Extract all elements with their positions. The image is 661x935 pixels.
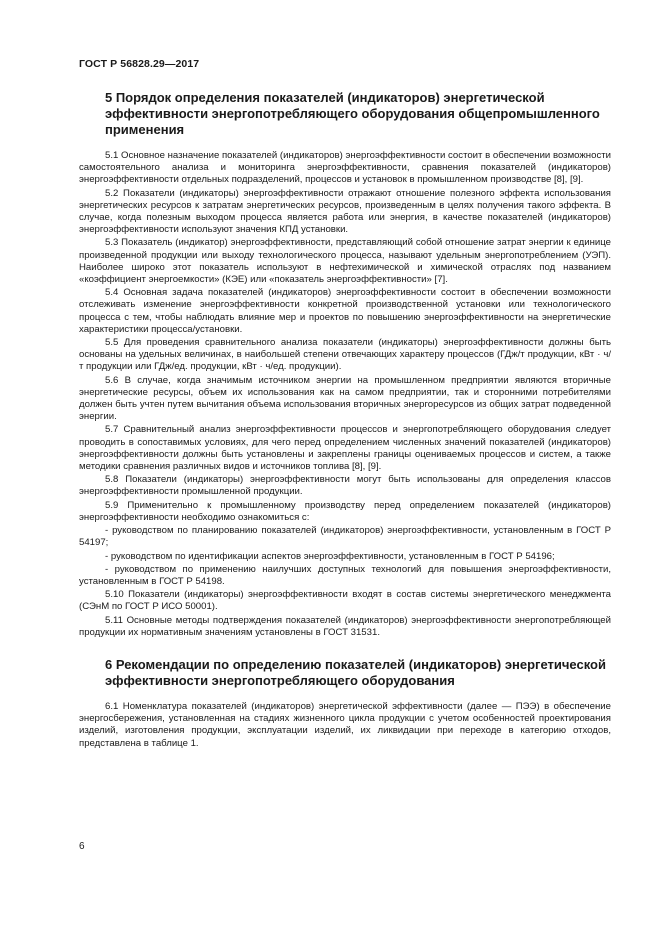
section-6 (79, 657, 611, 750)
paragraph-5-4: 5.4 Основная задача показателей (индикаторов) энергоэффективности состоит в обеспечении возможности отслеживать изменение энергоэффективности конкретной производственной установки или технологического процесса с тем, чтобы наблюдать влияние мер и проектов по повышению энергоэффективности на энергетические характеристики процесса/установки. (79, 287, 611, 335)
paragraph-5-5: 5.5 Для проведения сравнительного анализа показатели (индикаторы) энергоэффективности должны быть основаны на удельных величинах, в наибольшей степени отвечающих характеру процессов (ГДж/т продукции, кВт · ч/т продукции или ГДж/ед. продукции, кВт · ч/ед. продукции). (79, 337, 611, 373)
document-body (79, 90, 611, 768)
section-6-title: 6 Рекомендации по определению показателей (индикаторов) энергетической эффективности энергопотребляющего оборудования (105, 656, 606, 688)
paragraph-6-1: 6.1 Номенклатура показателей (индикаторов) энергетической эффективности (далее — ПЭЭ) в обеспечение энергосбережения, установленная на стадиях жизненного цикла продукции с учетом особенностей проектирования изделий, изготовления продукции, эксплуатации изделий, их ликвидации при переходе в категорию отходов, представлена в таблице 1. (79, 700, 611, 749)
list-item-gost-54197: - руководством по планированию показателей (индикаторов) энергоэффективности, установленным в ГОСТ Р 54197; (79, 525, 611, 549)
paragraph-5-7: 5.7 Сравнительный анализ энергоэффективности процессов и энергопотребляющего оборудования следует проводить в сопоставимых условиях, для чего перед определением численных значений показателей (индикаторов) энергоэффективности должны быть установлены и закреплены границы оцениваемых процессов и систем, а также методики сравнения различных видов и источников топлива [8], [9]. (79, 424, 611, 473)
paragraph-5-2: 5.2 Показатели (индикаторы) энергоэффективности отражают отношение полезного эффекта использования энергетических ресурсов к затратам энергетических ресурсов, произведенным в целях получения такого эффекта. В случае, когда полезным выходом процесса является работа или энергия, в качестве показателей (индикаторов) энергоэффективности используют значения КПД установки. (79, 187, 611, 236)
page-number: 6 (79, 841, 85, 852)
document-code: ГОСТ Р 56828.29—2017 (79, 58, 200, 70)
paragraph-5-1: 5.1 Основное назначение показателей (индикаторов) энергоэффективности состоит в обеспечении возможности самостоятельного анализа и мониторинга энергоэффективности, сравнения показателей (индикаторов) энергоэффективности отдельных подразделений, процессов и установок в промышленном производстве [8], [9]. (79, 150, 611, 186)
paragraph-5-10: 5.10 Показатели (индикаторы) энергоэффективности входят в состав системы энергетического менеджмента (СЭнМ по ГОСТ Р ИСО 50001). (79, 589, 611, 613)
paragraph-5-9: 5.9 Применительно к промышленному производству перед определением показателей (индикаторов) энергоэффективности необходимо ознакомиться с: (79, 499, 611, 523)
paragraph-5-8: 5.8 Показатели (индикаторы) энергоэффективности могут быть использованы для определения классов энергоэффективности промышленной продукции. (79, 474, 611, 498)
list-item-gost-54198: - руководством по применению наилучших доступных технологий для повышения энергоэффективности, установленным в ГОСТ Р 54198. (79, 563, 611, 587)
section-5-title: 5 Порядок определения показателей (индикаторов) энергетической эффективности энергопотребляющего оборудования общепромышленного применения (105, 90, 600, 137)
paragraph-5-3: 5.3 Показатель (индикатор) энергоэффективности, представляющий собой отношение затрат энергии к единице произведенной продукции или выходу технологического процесса, называют удельным энергопотреблением (УЭП). Наиболее широко этот показатель используют в нефтехимической и химической отраслях под названием «коэффициент энергоемкости» (КЭЕ) или «показатель энергоэффективности» [7]. (79, 237, 611, 286)
section-5 (79, 90, 611, 639)
list-item-gost-54196: - руководством по идентификации аспектов энергоэффективности, установленным в ГОСТ Р 54196; (105, 550, 555, 562)
paragraph-5-11: 5.11 Основные методы подтверждения показателей (индикаторов) энергоэффективности энергопотребляющей продукции их нормативным значениям установлены в ГОСТ 31531. (79, 614, 611, 638)
paragraph-5-6: 5.6 В случае, когда значимым источником энергии на промышленном предприятии являются вторичные энергетические ресурсы, объем их использования как на самом предприятии, так и сторонними потребителями должен быть учтен путем вычитания объема использования вторичных энергоресурсов из общих затрат подведенной энергии. (79, 374, 611, 423)
